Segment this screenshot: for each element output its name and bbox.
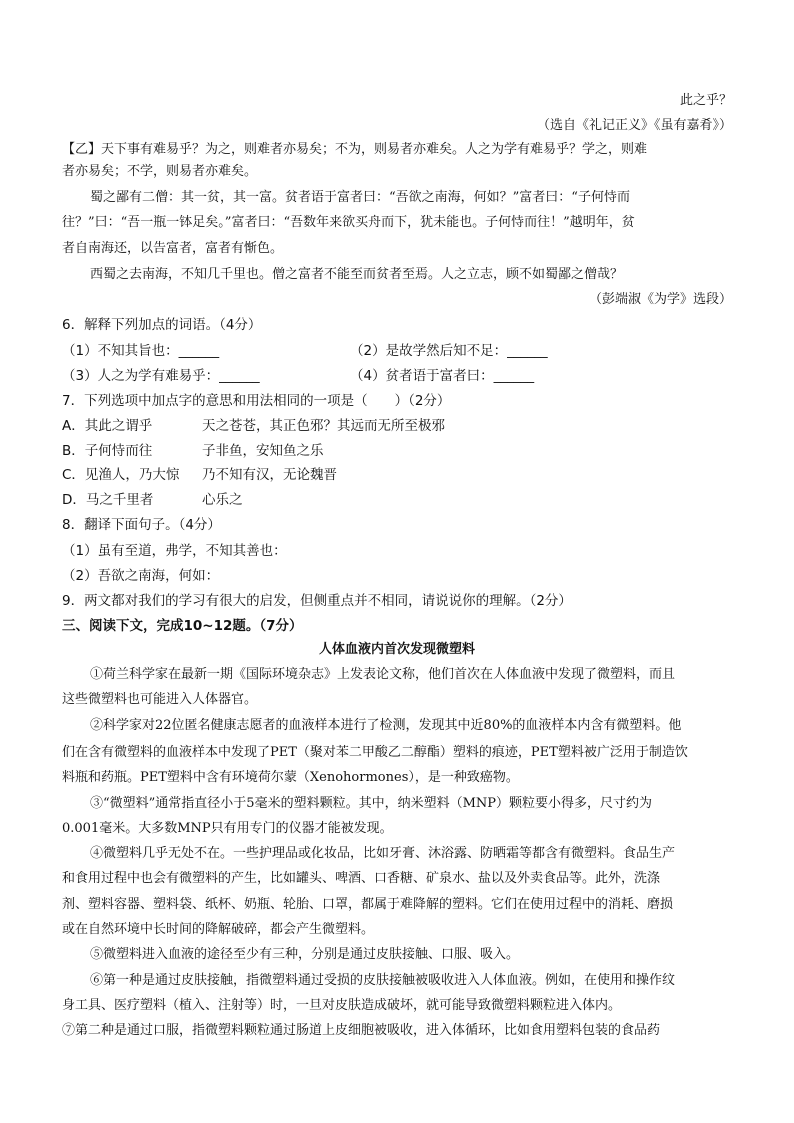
passage-b-p2b: 往？”曰：“吾一瓶一钵足矣。”富者曰：“吾数年来欲买舟而下，犹未能也。子何恃而往！”越明年，贫 [62,215,635,230]
article-p2a: ②科学家对22位匿名健康志愿者的血液样本进行了检测，发现其中近80%的血液样本内含有微塑料。他 [90,718,682,733]
q7-c-right: 乃不知有汉，无论魏晋 [202,467,337,483]
q7-stem: 7．下列选项中加点字的意思和用法相同的一项是（ ）（2分） [62,393,451,409]
article-p2b: 们在含有微塑料的血液样本中发现了PET（聚对苯二甲酸乙二醇酯）塑料的痕迹，PET塑料被广泛用于制造饮 [62,745,688,760]
article-p6a: ⑥第一种是通过皮肤接触，指微塑料通过受损的皮肤接触被吸收进入人体血液。例如，在使用和操作纹 [90,973,676,988]
article-p3a: ③“微塑料”通常指直径小于5毫米的塑料颗粒。其中，纳米塑料（MNP）颗粒要小得多，尺寸约为 [90,796,652,811]
passage-b-p1a: 【乙】天下事有难易乎？为之，则难者亦易矣；不为，则易者亦难矣。人之为学有难易乎？学之，则难 [62,142,648,157]
q7-d-left: D．马之千里者 [62,492,154,508]
q7-option-a [62,417,732,435]
q7-option-c [62,466,732,484]
article-p5: ⑤微塑料进入血液的途径至少有三种，分别是通过皮肤接触、口服、吸入。 [90,947,520,962]
q7-a-left: A．其此之谓乎 [62,418,153,434]
q7-option-d [62,491,732,509]
q7-b-left: B．子何恃而往 [62,443,153,459]
q8-sentence-1: （1）虽有至道，弗学，不知其善也： [62,543,287,559]
passage-b-p2c: 者自南海还，以告富者，富者有惭色。 [62,241,284,256]
passage-a-tail: 此之乎？ [679,93,732,108]
q6-row1 [62,342,732,360]
q8-stem: 8．翻译下面句子。（4分） [62,517,221,533]
article-p6b: 身工具、医疗塑料（植入、注射等）时，一旦对皮肤造成破坏，就可能导致微塑料颗粒进入体内。 [62,998,622,1013]
q6-item-2: （2）是故学然后知不足：______ [350,343,548,359]
passage-b-p1b: 者亦易矣；不学，则易者亦难矣。 [62,164,258,179]
article-p3b: 0.001毫米。大多数MNP只有用专门的仪器才能被发现。 [62,821,393,836]
article-p4c: 剂、塑料容器、塑料袋、纸杯、奶瓶、轮胎、口罩，都属于难降解的塑料。它们在使用过程中的消耗、磨损 [62,897,674,912]
article-p1a: ①荷兰科学家在最新一期《国际环境杂志》上发表论文称，他们首次在人体血液中发现了微塑料，而且 [90,667,676,682]
q6-stem: 6．解释下列加点的词语。（4分） [62,317,262,333]
q6-item-1: （1）不知其旨也：______ [62,343,220,359]
q6-row2 [62,367,732,385]
q9-stem: 9．两文都对我们的学习有很大的启发，但侧重点并不相同，请说说你的理解。（2分） [62,593,572,609]
q8-sentence-2: （2）吾欲之南海，何如： [62,568,220,584]
article-p7: ⑦第二种是通过口服，指微塑料颗粒通过肠道上皮细胞被吸收，进入体循环，比如食用塑料包装的食品药 [62,1023,661,1038]
article-p4b: 和食用过程中也会有微塑料的产生，比如罐头、啤酒、口香糖、矿泉水、盐以及外卖食品等。此外，洗涤 [62,871,661,886]
q7-option-b [62,442,732,460]
passage-b-p2a: 蜀之鄙有二僧：其一贫，其一富。贫者语于富者曰：“吾欲之南海，何如？”富者曰：“子何恃而 [90,190,630,205]
article-title: 人体血液内首次发现微塑料 [318,642,475,657]
passage-b-source: （彭端淑《为学》选段） [588,292,732,307]
q6-item-3: （3）人之为学有难易乎：______ [62,368,260,384]
article-p1b: 这些微塑料也可能进入人体器官。 [62,692,258,707]
q7-a-right: 天之苍苍，其正色邪？其远而无所至极邪 [202,418,445,434]
q7-b-right: 子非鱼，安知鱼之乐 [202,443,324,459]
article-p2c: 料瓶和药瓶。PET塑料中含有环境荷尔蒙（Xenohormones），是一种致癌物。 [62,770,519,785]
passage-a-source: （选自《礼记正义》《虽有嘉肴》） [536,118,732,133]
q7-c-left: C．见渔人，乃大惊 [62,467,180,483]
q7-d-right: 心乐之 [202,492,243,508]
article-p4a: ④微塑料几乎无处不在。一些护理品或化妆品，比如牙膏、沐浴露、防晒霜等都含有微塑料。食品生产 [90,846,676,861]
section3-heading: 三、阅读下文，完成10~12题。（7分） [62,618,303,634]
q6-item-4: （4）贫者语于富者曰：______ [350,368,535,384]
passage-b-p3: 西蜀之去南海，不知几千里也。僧之富者不能至而贫者至焉。人之立志，顾不如蜀鄙之僧哉？ [90,267,624,282]
article-p4d: 或在自然环境中长时间的降解破碎，都会产生微塑料。 [62,922,375,937]
